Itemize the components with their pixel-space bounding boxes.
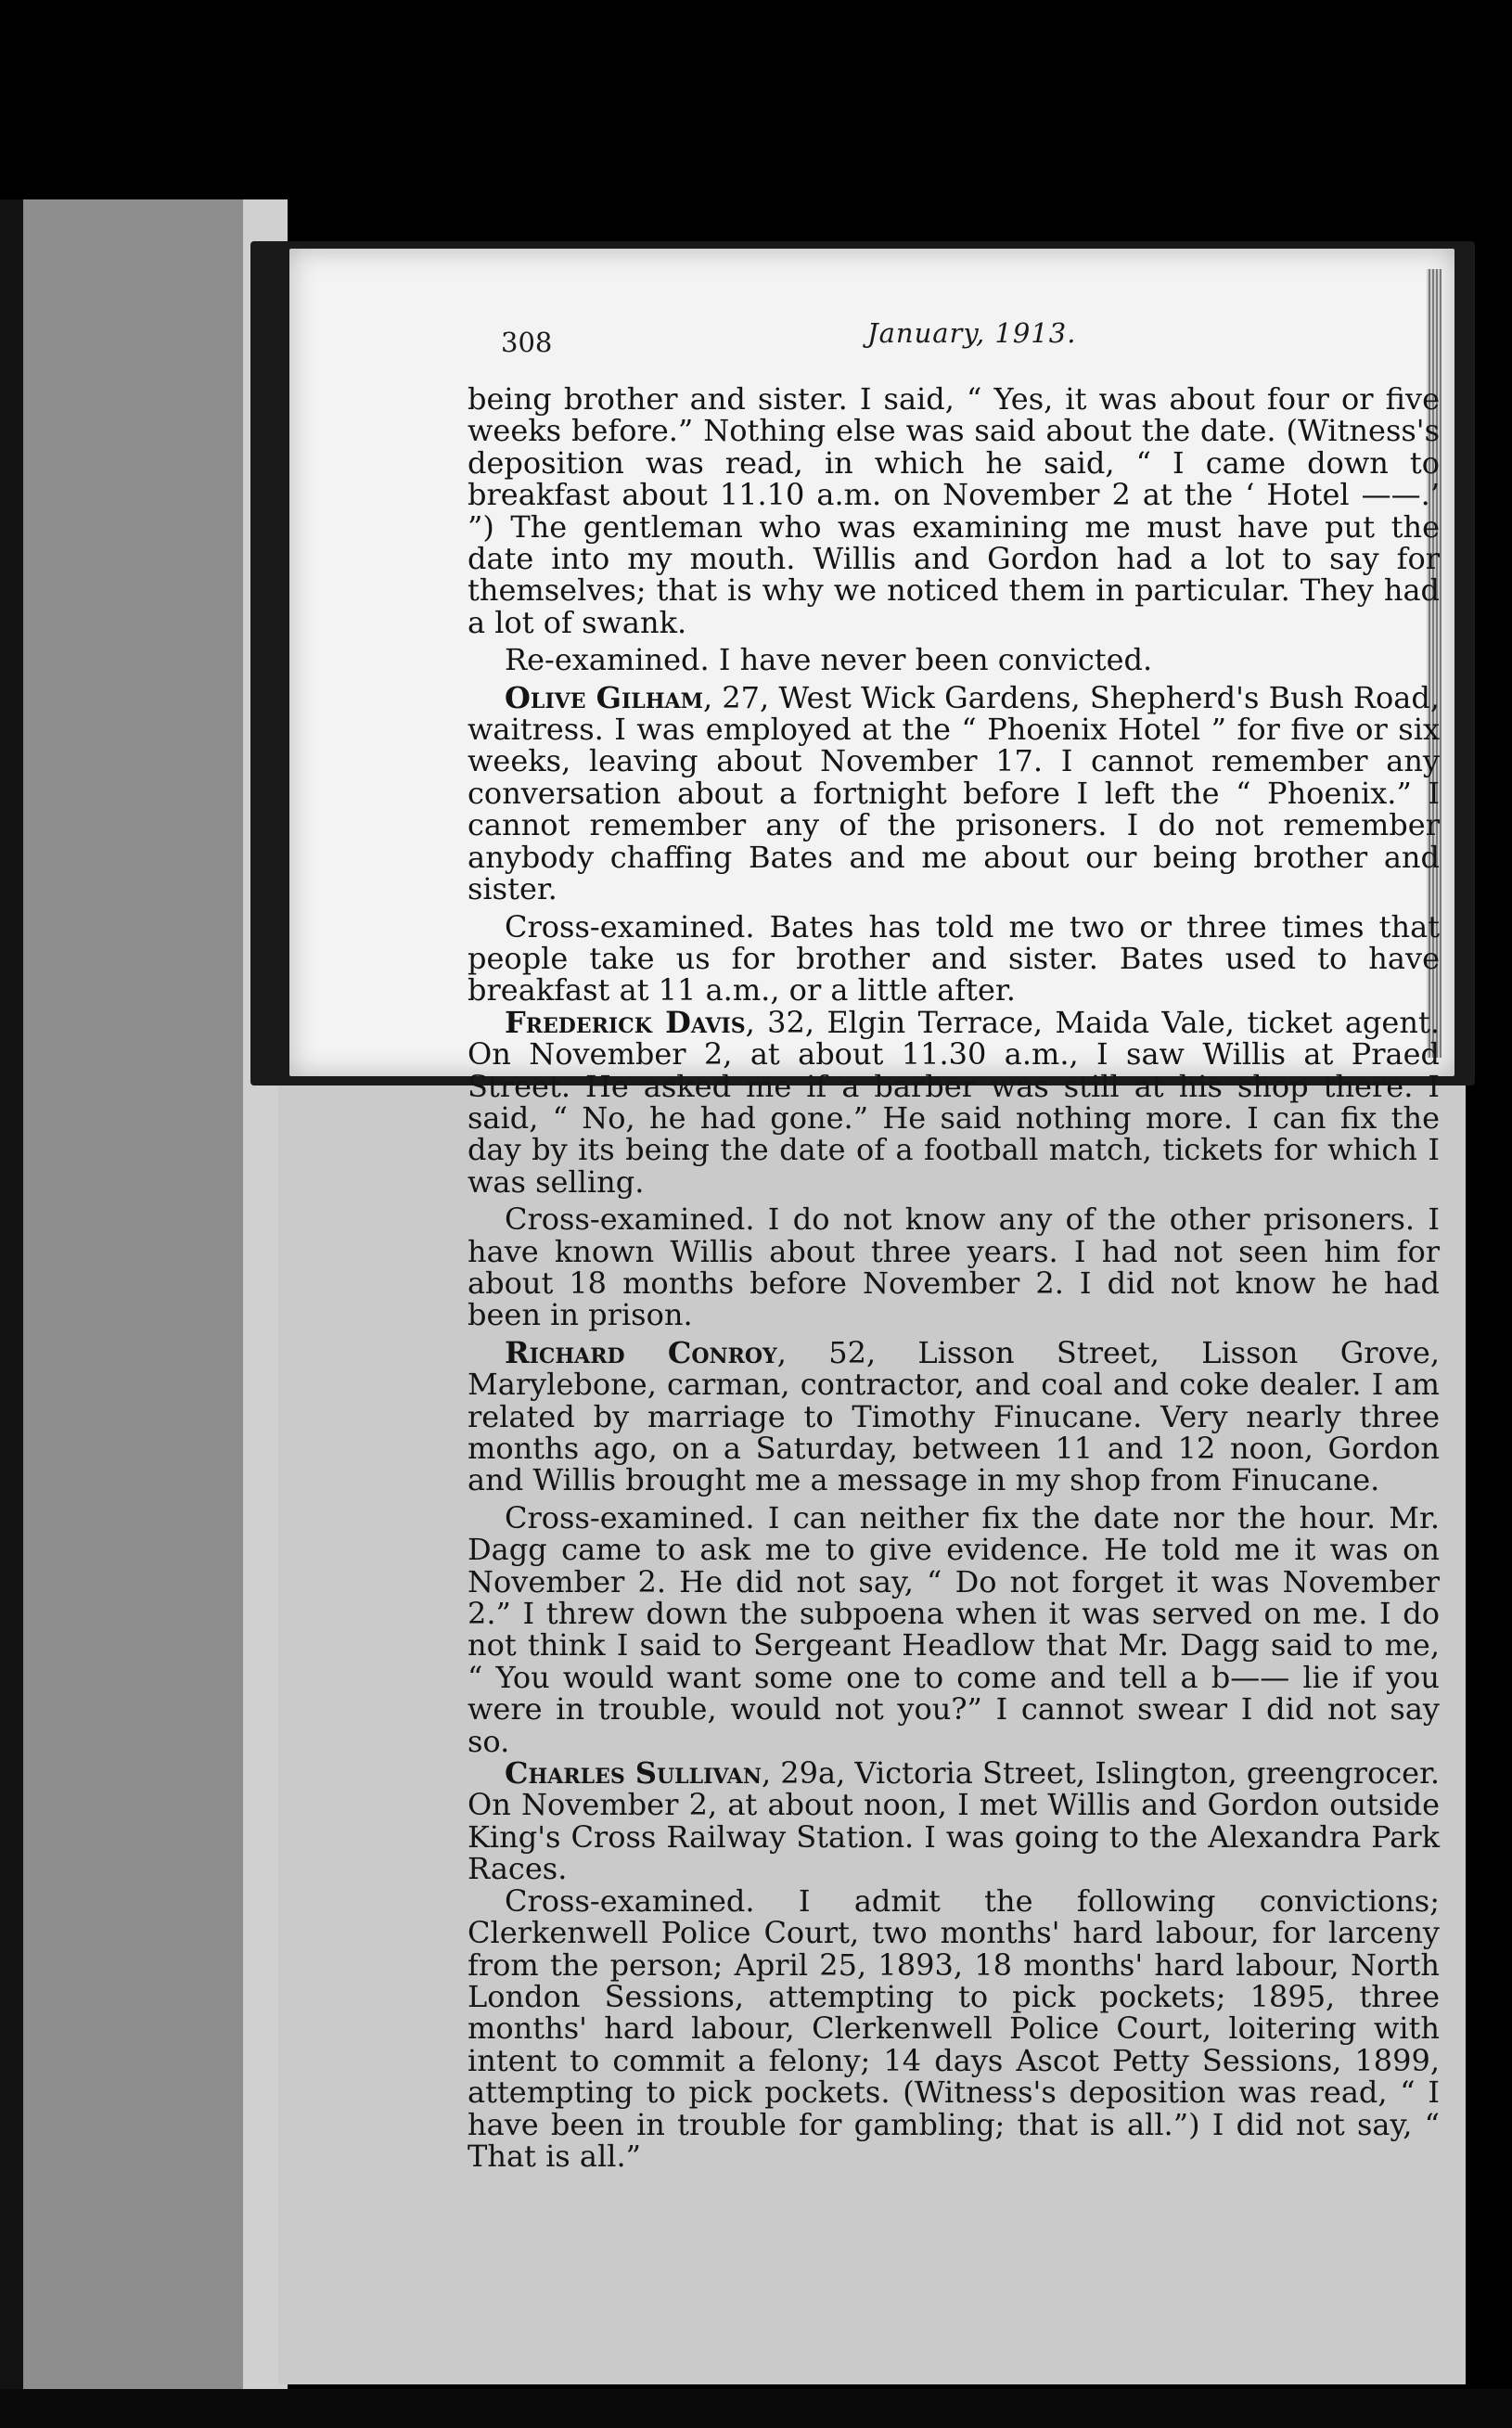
- paragraph-reexamined: Re-examined. I have never been convicted.: [505, 642, 1153, 678]
- body-text: [468, 383, 1440, 2172]
- paragraph-cross-examined: Cross-examined. I admit the following convictions; Clerkenwell Police Court, two months' hard labour, for larceny from the person; April 25, 1893, 18 months' hard labour, North London Sessions, attempting to pick pockets; 1895, three months' hard labour, Clerkenwell Police Court, loitering with intent to commit a felony; 14 days Ascot Petty Sessions, 1899, attempting to pick pockets. (Witness's deposition was read, “ I have been in trouble for gambling; that is all.”) I did not say, “ That is all.”: [468, 1882, 1440, 2174]
- witness-testimony: , 29a, Victoria Street, Islington, greengrocer. On November 2, at about noon, I met Willis and Gordon outside King's Cross Railway Station. I was going to the Alexandra Park Races.: [468, 1755, 1441, 1887]
- facing-page-background: [0, 199, 250, 2389]
- paragraph-cross-examined: Cross-examined. Bates has told me two or three times that people take us for brother and sister. Bates used to have breakfast at 11 a.m., or a little after.: [468, 908, 1440, 1008]
- witness-name: Richard Conroy: [505, 1334, 777, 1370]
- witness-testimony: , 52, Lisson Street, Lisson Grove, Marylebone, carman, contractor, and coal and coke dealer. I am related by marriage to Timothy Finucane. Very nearly three months ago, on a Saturday, between 11 and 12 noon, Gordon and Willis brought me a message in my shop from Finucane.: [468, 1334, 1441, 1498]
- witness-name: Charles Sullivan: [505, 1755, 762, 1792]
- paragraph-witness-conroy: [468, 1334, 1441, 1498]
- top-film-border: [0, 0, 1512, 199]
- witness-testimony: , 27, West Wick Gardens, Shepherd's Bush Road, waitress. I was employed at the “ Phoenix Hotel ” for five or six weeks, leaving about November 17. I cannot remember any conversation about a fortnight before I left the “ Phoenix.” I cannot remember any of the prisoners. I do not remember anybody chaffing Bates and me about our being brother and sister.: [468, 679, 1440, 907]
- page-header: [352, 317, 1429, 373]
- paragraph-witness-gilham: [468, 679, 1440, 907]
- paragraph-witness-sullivan: [468, 1757, 1440, 1885]
- paragraph-cross-examined: Cross-examined. I do not know any of the other prisoners. I have known Willis about three years. I had not seen him for about 18 months before November 2. I did not know he had been in prison.: [468, 1201, 1440, 1333]
- paragraph-continued: being brother and sister. I said, “ Yes, it was about four or five weeks before.” Nothing else was said about the date. (Witness's deposition was read, in which he said, “ I came down to breakfast about 11.10 a.m. on November 2 at the ‘ Hotel ——.’ ”) The gentleman who was examining me must have put the date into my mouth. Willis and Gordon had a lot to say for themselves; that is why we noticed them in particular. They had a lot of swank.: [468, 381, 1440, 640]
- page-number: 308: [501, 327, 553, 358]
- witness-name: Olive Gilham: [505, 679, 703, 715]
- running-title: January, 1913.: [867, 317, 1077, 349]
- witness-testimony: , 32, Elgin Terrace, Maida Vale, ticket agent. On November 2, at about 11.30 a.m., I saw Willis at Praed Street. He asked me if a barber was still at his shop there. I said, “ No, he had gone.” He said nothing more. I can fix the day by its being the date of a football match, tickets for which I was selling.: [468, 1004, 1440, 1200]
- paragraph-cross-examined: Cross-examined. I can neither fix the date nor the hour. Mr. Dagg came to ask me to give evidence. He told me it was on November 2. He did not say, “ Do not forget it was November 2.” I threw down the subpoena when it was served on me. I do not think I said to Sergeant Headlow that Mr. Dagg said to me, “ You would want some one to come and tell a b—— lie if you were in trouble, would not you?” I cannot swear I did not say so.: [468, 1499, 1440, 1759]
- bottom-film-border: [0, 2389, 1512, 2428]
- left-film-border: [0, 199, 23, 2389]
- witness-name: Frederick Davis: [505, 1004, 746, 1040]
- paragraph-witness-davis: [468, 1004, 1440, 1200]
